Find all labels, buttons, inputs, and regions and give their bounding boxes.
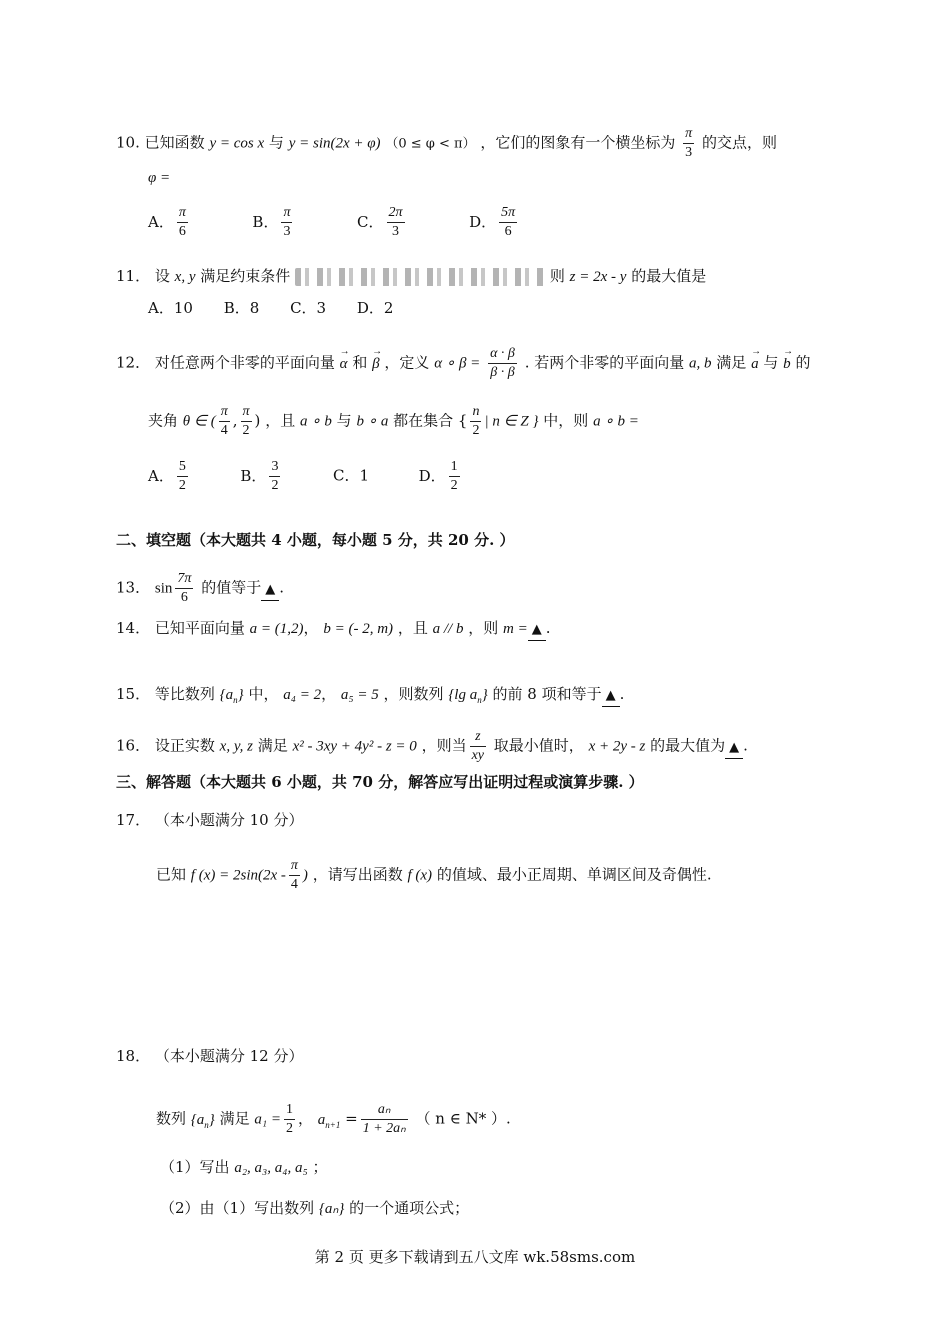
q12-option-a: A． $\frac{5}{2}$ bbox=[148, 459, 186, 493]
q10-option-d: D． $\frac{5\pi}{6}$ bbox=[469, 205, 516, 239]
q12-option-d: D． $\frac{1}{2}$ bbox=[418, 459, 458, 493]
page-footer: 第 2 页 更多下载请到五八文库 wk.58sms.com bbox=[314, 1248, 636, 1266]
q10-line1: 10. 已知函数 y = cos x 与 y = sin(2x + φ) （0 ≤ φ < π） ，它们的图象有一个横坐标为 $\frac{\pi}{3}$ 的交点，则 bbox=[116, 126, 777, 160]
q14: 14． 已知平面向量 a = (1,2)， b = (- 2, m) ，且 a // b ，则 m = ▲ . bbox=[116, 618, 551, 641]
constraint-image-placeholder bbox=[295, 268, 545, 286]
q12-line1: 12． 对任意两个非零的平面向量 → α 和 → β ，定义 α ∘ β = $\frac{\alpha \cdot \beta}{\beta \cdot \beta}$ . 若两个非零的平面向量 a, b 满足 → a 与 → b 的 bbox=[116, 345, 810, 382]
q18-part1: （1）写出 a₂, a₃, a₄, a₅ ； bbox=[160, 1158, 328, 1176]
section-2-heading: 二、填空题（本大题共 4 小题，每小题 5 分，共 20 分. ） bbox=[116, 531, 515, 549]
section-3-heading: 三、解答题（本大题共 6 小题，共 70 分，解答应写出证明过程或演算步骤. ） bbox=[116, 773, 644, 791]
q12-line2: 夹角 θ ∈ ( $\frac{\pi}{4}$ , $\frac{\pi}{2}$ ) ，且 a ∘ b 与 b ∘ a 都在集合 { $\frac{n}{2}$ | n ∈ Z } 中，则 a ∘ b = bbox=[148, 404, 639, 438]
q16-answer-blank[interactable]: ▲ bbox=[725, 738, 743, 759]
q12-option-c: C．1 bbox=[333, 466, 370, 485]
q10-line2: φ = bbox=[148, 170, 171, 186]
q10-fraction: $\frac{\pi}{3}$ bbox=[685, 126, 693, 160]
q12-options bbox=[148, 458, 463, 495]
q18-part2: （2）由（1）写出数列 {aₙ} 的一个通项公式； bbox=[160, 1199, 470, 1217]
q14-answer-blank[interactable]: ▲ bbox=[528, 620, 546, 641]
q17-body: 已知 f (x) = 2sin(2x - $\frac{\pi}{4}$ ) ，请写出函数 f (x) 的值域、最小正周期、单调区间及奇偶性. bbox=[156, 858, 712, 892]
q17-header: 17． （本小题满分 10 分） bbox=[116, 811, 304, 829]
q16: 16． 设正实数 x, y, z 满足 x² - 3xy + 4y² - z = 0 ，则当 $\frac{z}{xy}$ 取最小值时， x + 2y - z 的最大值为 ▲ . bbox=[116, 729, 748, 763]
q12-definition-fraction: $\frac{\alpha \cdot \beta}{\beta \cdot \beta}$ bbox=[490, 346, 515, 380]
q18-header: 18． （本小题满分 12 分） bbox=[116, 1047, 304, 1065]
q13: 13． sin $\frac{7\pi}{6}$ 的值等于 ▲ . bbox=[116, 571, 284, 605]
q13-answer-blank[interactable]: ▲ bbox=[261, 580, 279, 601]
q18-body: 数列 $\{a_n\}$ 满足 a₁ = $\frac{1}{2}$ ， $a_{n+1}$ = $\frac{\text{aₙ}}{\text{1 + 2aₙ}}$ （ n ∈ N* ）. bbox=[156, 1102, 511, 1136]
q10-option-c: C． $\frac{2\pi}{3}$ bbox=[357, 205, 403, 239]
q10-options bbox=[148, 204, 520, 241]
q15: 15． 等比数列 $\{a_n\}$ 中， a₄ = 2， a₅ = 5 ，则数列 {lg $a_n$} 的前 8 项和等于 ▲ . bbox=[116, 685, 625, 705]
q11-options: A．10 B．8 C．3 D．2 bbox=[148, 299, 394, 317]
q12-option-b: B． $\frac{3}{2}$ bbox=[240, 459, 279, 493]
q10-option-b: B． $\frac{\pi}{3}$ bbox=[252, 205, 291, 239]
q11-line1: 11． 设 x, y 满足约束条件 则 z = 2x - y 的最大值是 bbox=[116, 267, 707, 285]
q15-answer-blank[interactable]: ▲ bbox=[602, 686, 620, 707]
q10-option-a: A． $\frac{\pi}{6}$ bbox=[148, 205, 186, 239]
